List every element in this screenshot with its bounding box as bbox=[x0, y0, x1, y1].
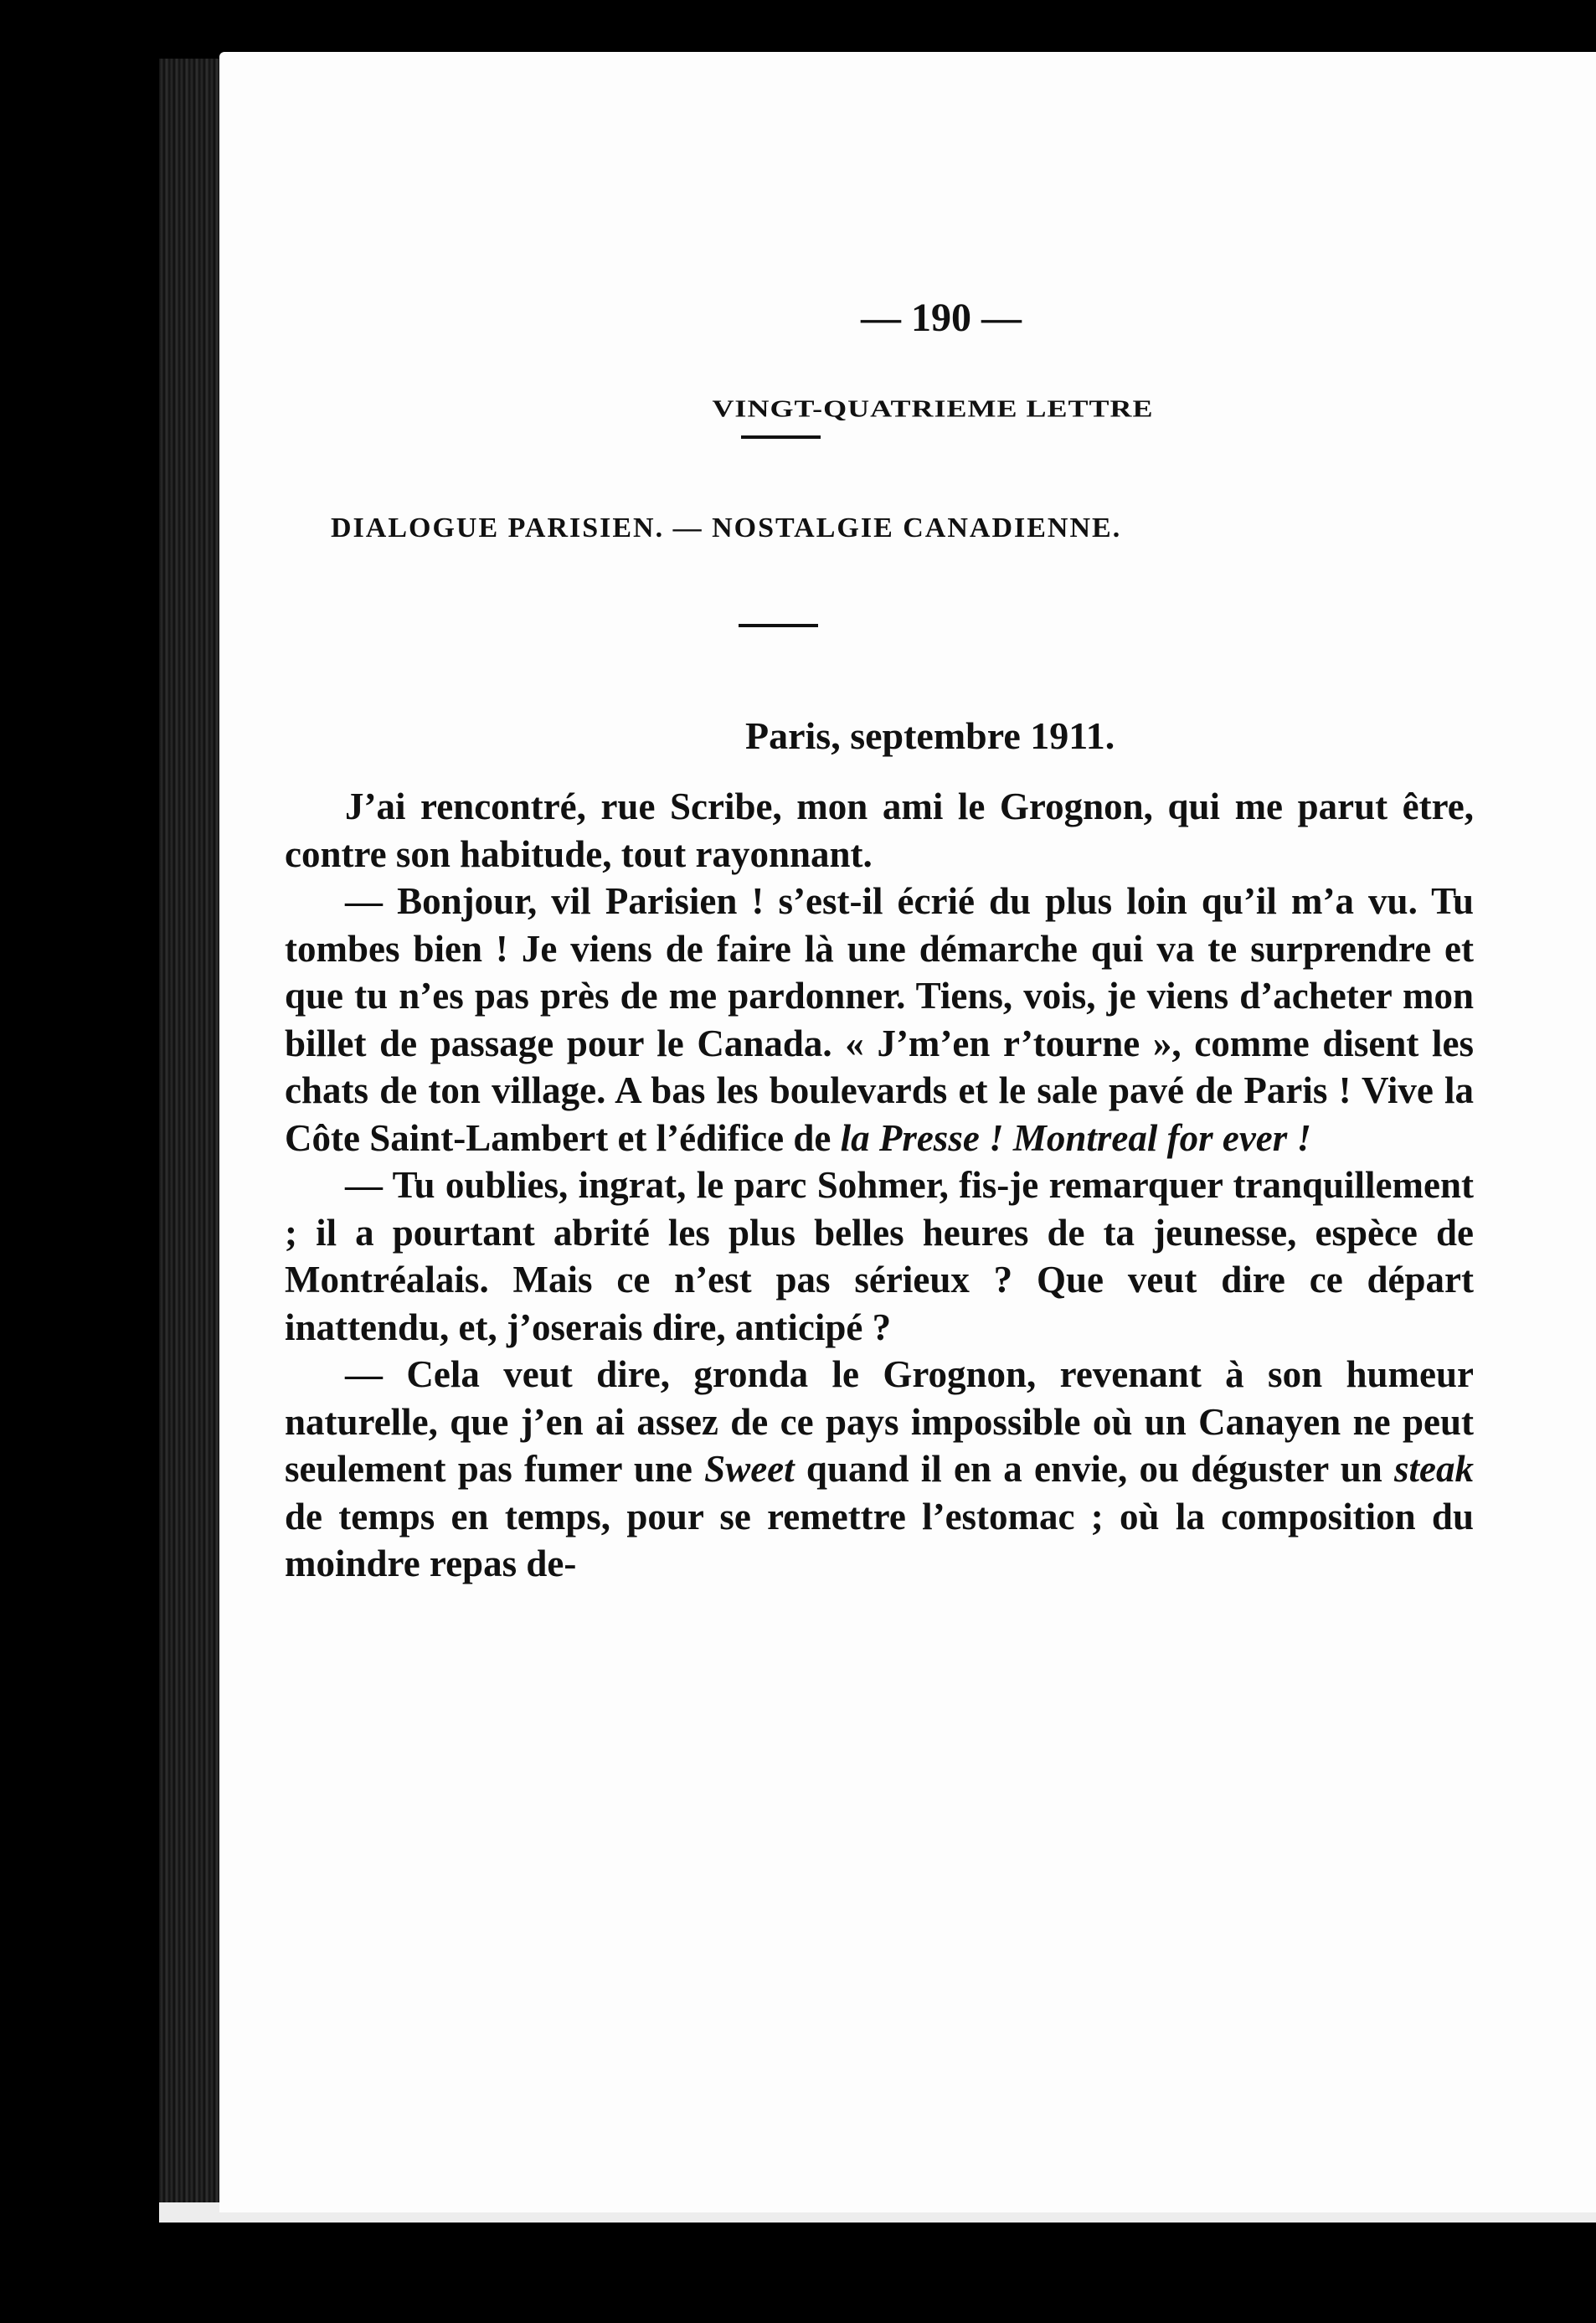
paragraph-text: quand il en a envie, ou déguster un bbox=[794, 1448, 1395, 1490]
letter-heading: VINGT-QUATRIEME LETTRE bbox=[712, 395, 1154, 422]
body-text bbox=[285, 783, 1474, 1588]
italic-text: steak bbox=[1394, 1448, 1475, 1490]
italic-text: la Presse ! Montreal for ever ! bbox=[840, 1116, 1312, 1159]
paragraph-text: — Tu oublies, ingrat, le parc Sohmer, fis-je remarquer tranquillement ; il a pourtant abrité les plus belles heures de ta jeunesse, espèce de Montréalais. Mais ce n’est pas sérieux ? Que veut dire ce départ inattendu, et, j’oserais dire, anticipé ? bbox=[285, 1164, 1474, 1348]
paragraph-text: de temps en temps, pour se remettre l’estomac ; où la composition du moindre repas de- bbox=[285, 1495, 1474, 1584]
paragraph bbox=[285, 878, 1474, 1162]
italic-text: Sweet bbox=[704, 1448, 795, 1490]
paragraph-text: — Bonjour, vil Parisien ! s’est-il écrié du plus loin qu’il m’a vu. Tu tombes bien ! Je viens de faire là une démarche qui va te surprendre et que tu n’es pas près de me pardonner. Tiens, vois, je viens d’acheter mon billet de passage pour le Canada. « J’m’en r’tourne », comme disent les chats de ton village. A bas les boulevards et le sale pavé de Paris ! Vive la Côte Saint-Lambert et l’édifice de bbox=[285, 880, 1474, 1159]
dateline: Paris, septembre 1911. bbox=[745, 714, 1115, 757]
page-number: — 190 — bbox=[861, 296, 1022, 340]
paragraph-text: J’ai rencontré, rue Scribe, mon ami le Grognon, qui me parut être, contre son habitude, tout rayonnant. bbox=[285, 785, 1474, 875]
paragraph bbox=[285, 783, 1474, 878]
chapter-subtitle: DIALOGUE PARISIEN. — NOSTALGIE CANADIENNE. bbox=[331, 513, 1122, 543]
book-spine-edge bbox=[159, 59, 226, 2202]
paragraph-text: — Cela veut dire, gronda le Grognon, revenant à son humeur naturelle, que j’en ai assez de ce pays impossible où un Canayen ne peut seulement pas fumer une bbox=[285, 1353, 1474, 1490]
paragraph bbox=[285, 1351, 1474, 1588]
divider-rule bbox=[741, 435, 821, 439]
paragraph bbox=[285, 1162, 1474, 1351]
divider-rule bbox=[739, 624, 818, 627]
